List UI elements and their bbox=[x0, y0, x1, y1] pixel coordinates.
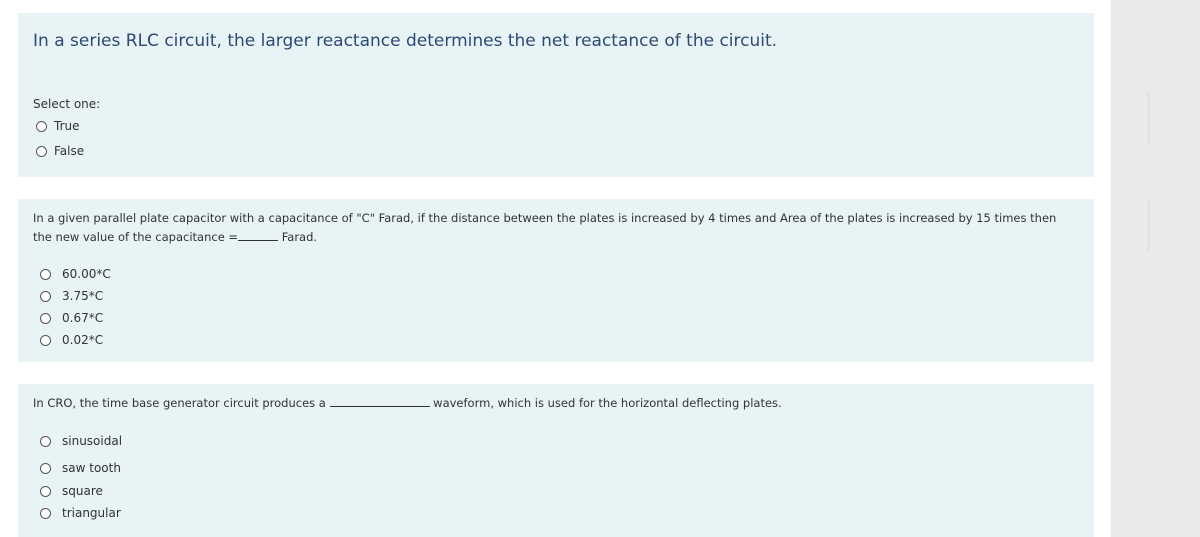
option-label: False bbox=[54, 144, 85, 158]
radio-button[interactable] bbox=[40, 508, 51, 519]
q3-option-2[interactable] bbox=[40, 461, 121, 475]
question-3-text-before: In CRO, the time base generator circuit produces a bbox=[33, 396, 326, 410]
right-sidebar bbox=[1111, 0, 1200, 537]
sidebar-divider bbox=[1147, 92, 1150, 144]
radio-button[interactable] bbox=[40, 313, 51, 324]
answer-blank bbox=[330, 394, 430, 407]
q1-option-true[interactable] bbox=[36, 119, 80, 133]
option-label: square bbox=[62, 484, 103, 498]
q3-option-1[interactable] bbox=[40, 434, 122, 448]
option-label: sinusoidal bbox=[62, 434, 123, 448]
radio-button[interactable] bbox=[40, 436, 51, 447]
question-2-text-after: Farad. bbox=[281, 230, 318, 244]
q2-option-4[interactable] bbox=[40, 333, 103, 347]
question-2-text bbox=[33, 209, 1078, 247]
q1-option-false[interactable] bbox=[36, 144, 84, 158]
radio-button[interactable] bbox=[36, 121, 47, 132]
option-label: 0.02*C bbox=[62, 333, 104, 347]
question-1-card bbox=[18, 13, 1094, 177]
radio-button[interactable] bbox=[40, 486, 51, 497]
option-label: saw tooth bbox=[62, 461, 121, 475]
option-label: True bbox=[54, 119, 80, 133]
option-label: 60.00*C bbox=[62, 267, 111, 281]
q2-option-1[interactable] bbox=[40, 267, 111, 281]
radio-button[interactable] bbox=[40, 291, 51, 302]
option-label: 0.67*C bbox=[62, 311, 104, 325]
question-1-text: In a series RLC circuit, the larger reactance determines the net reactance of the circuit. bbox=[33, 31, 778, 51]
answer-blank bbox=[238, 228, 278, 241]
question-2-text-before: In a given parallel plate capacitor with a capacitance of "C" Farad, if the distance between the plates is increased by 4 times and Area of the plates is increased by 15 times then the new value of the capacitance = bbox=[33, 211, 1057, 244]
radio-button[interactable] bbox=[40, 463, 51, 474]
radio-button[interactable] bbox=[40, 335, 51, 346]
q3-option-3[interactable] bbox=[40, 484, 103, 498]
select-one-label: Select one: bbox=[33, 97, 101, 111]
radio-button[interactable] bbox=[36, 146, 47, 157]
sidebar-divider bbox=[1147, 200, 1150, 250]
question-2-card bbox=[18, 199, 1094, 362]
question-3-text bbox=[33, 394, 1078, 413]
question-3-card bbox=[18, 384, 1094, 537]
q2-option-2[interactable] bbox=[40, 289, 103, 303]
radio-button[interactable] bbox=[40, 269, 51, 280]
q2-option-3[interactable] bbox=[40, 311, 103, 325]
option-label: 3.75*C bbox=[62, 289, 104, 303]
option-label: triangular bbox=[62, 506, 121, 520]
q3-option-4[interactable] bbox=[40, 506, 121, 520]
question-3-text-after: waveform, which is used for the horizontal deflecting plates. bbox=[433, 396, 782, 410]
